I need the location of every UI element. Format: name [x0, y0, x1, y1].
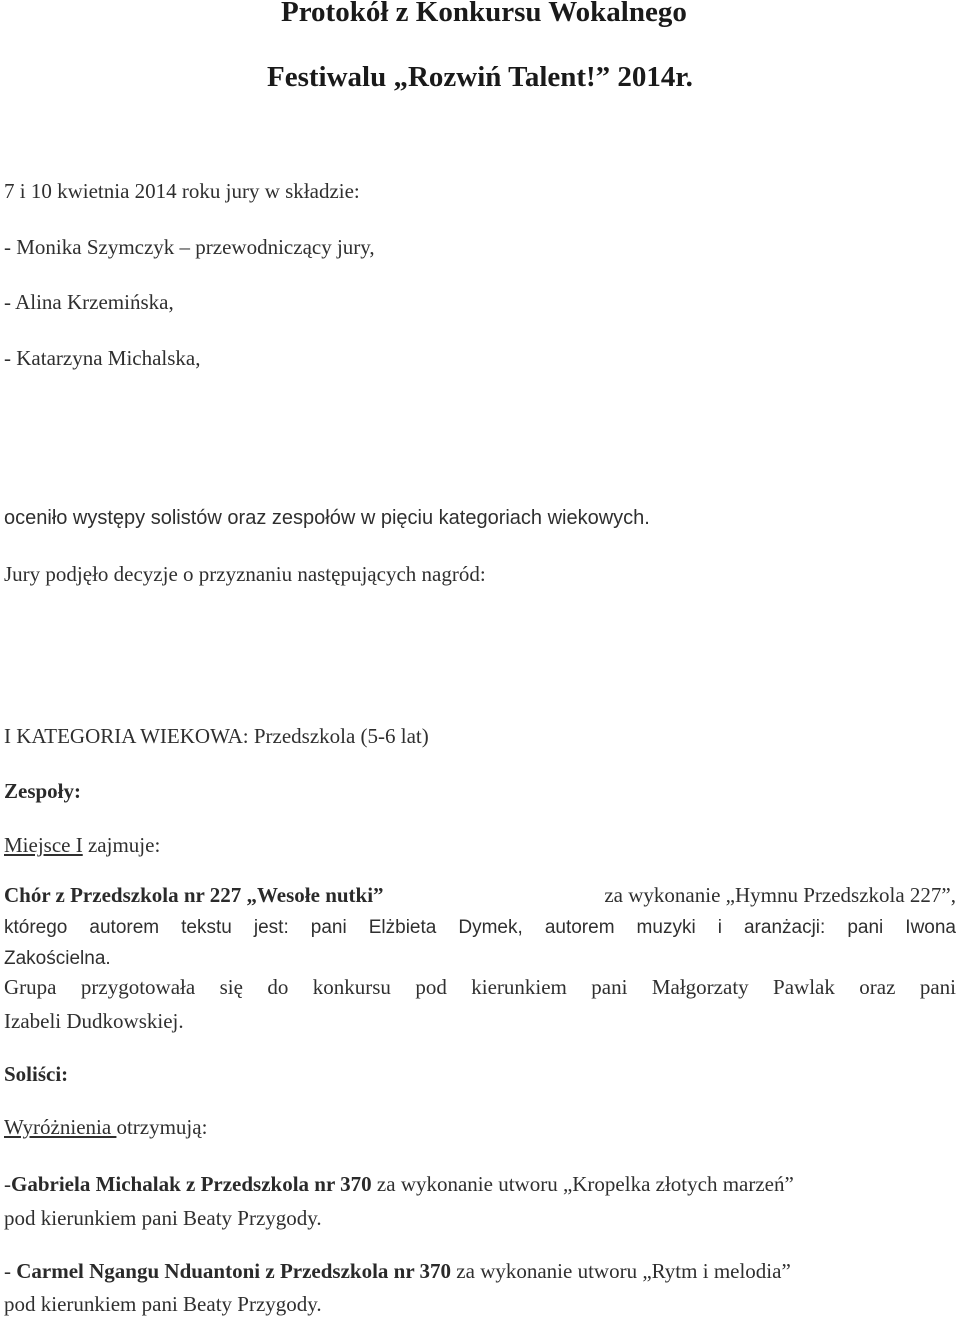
soloist-2-line-2: pod kierunkiem pani Beaty Przygody. — [4, 1292, 322, 1316]
date-line: 7 i 10 kwietnia 2014 roku jury w składzie: — [4, 179, 360, 203]
assessment-sentence: oceniło występy solistów oraz zespołów w pięciu kategoriach wiekowych. — [4, 507, 650, 529]
preparation-line-2: Izabeli Dudkowskiej. — [4, 1009, 184, 1033]
soloist-1-line-2: pod kierunkiem pani Beaty Przygody. — [4, 1206, 322, 1230]
soloist-1-piece: za wykonanie utworu „Kropelka złotych marzeń” — [371, 1172, 794, 1196]
soloist-2-prefix: - — [4, 1259, 17, 1283]
honors-label: Wyróżnienia — [4, 1115, 117, 1139]
document-title-line-1: Protokół z Konkursu Wokalnego — [281, 0, 687, 28]
soloist-1-prefix: - — [4, 1172, 11, 1196]
document-title-line-2: Festiwalu „Rozwiń Talent!” 2014r. — [267, 61, 693, 93]
place-label: Miejsce I — [4, 833, 83, 857]
soloists-label: Soliści: — [4, 1062, 69, 1086]
groups-label: Zespoły: — [4, 779, 82, 803]
preparation-line-1: Grupa przygotowała się do konkursu pod kierunkiem pani Małgorzaty Pawlak oraz pani — [4, 975, 956, 999]
soloist-2-line-1 — [4, 1261, 791, 1282]
jury-member-1: - Monika Szymczyk – przewodniczący jury, — [4, 235, 375, 259]
winner-line-3: Zakościelna. — [4, 948, 111, 969]
honors-line — [4, 1117, 207, 1138]
winner-name: Chór z Przedszkola nr 227 „Wesołe nutki” — [4, 883, 384, 907]
jury-member-3: - Katarzyna Michalska, — [4, 346, 201, 370]
winner-line-2 — [4, 918, 956, 937]
winner-credits: którego autorem tekstu jest: pani Elżbieta Dymek, autorem muzyki i aranżacji: pani Iwona — [4, 917, 956, 938]
soloist-2-piece: za wykonanie utworu „Rytm i melodia” — [451, 1259, 791, 1283]
honors-rest: otrzymują: — [116, 1115, 208, 1139]
winner-line-1 — [4, 885, 956, 906]
jury-member-2: - Alina Krzemińska, — [4, 290, 174, 314]
winner-piece: za wykonanie „Hymnu Przedszkola 227”, — [599, 883, 956, 907]
category-heading — [4, 726, 429, 747]
soloist-1-name: Gabriela Michalak z Przedszkola nr 370 — [11, 1172, 372, 1196]
place-rest: zajmuje: — [82, 833, 161, 857]
category-heading-text: I KATEGORIA WIEKOWA: Przedszkola (5-6 lat) — [4, 724, 429, 748]
soloist-1-line-1 — [4, 1174, 794, 1195]
place-line — [4, 835, 160, 856]
soloist-2-name: Carmel Ngangu Nduantoni z Przedszkola nr 370 — [16, 1259, 452, 1283]
decision-sentence: Jury podjęło decyzje o przyznaniu następujących nagród: — [4, 562, 486, 586]
